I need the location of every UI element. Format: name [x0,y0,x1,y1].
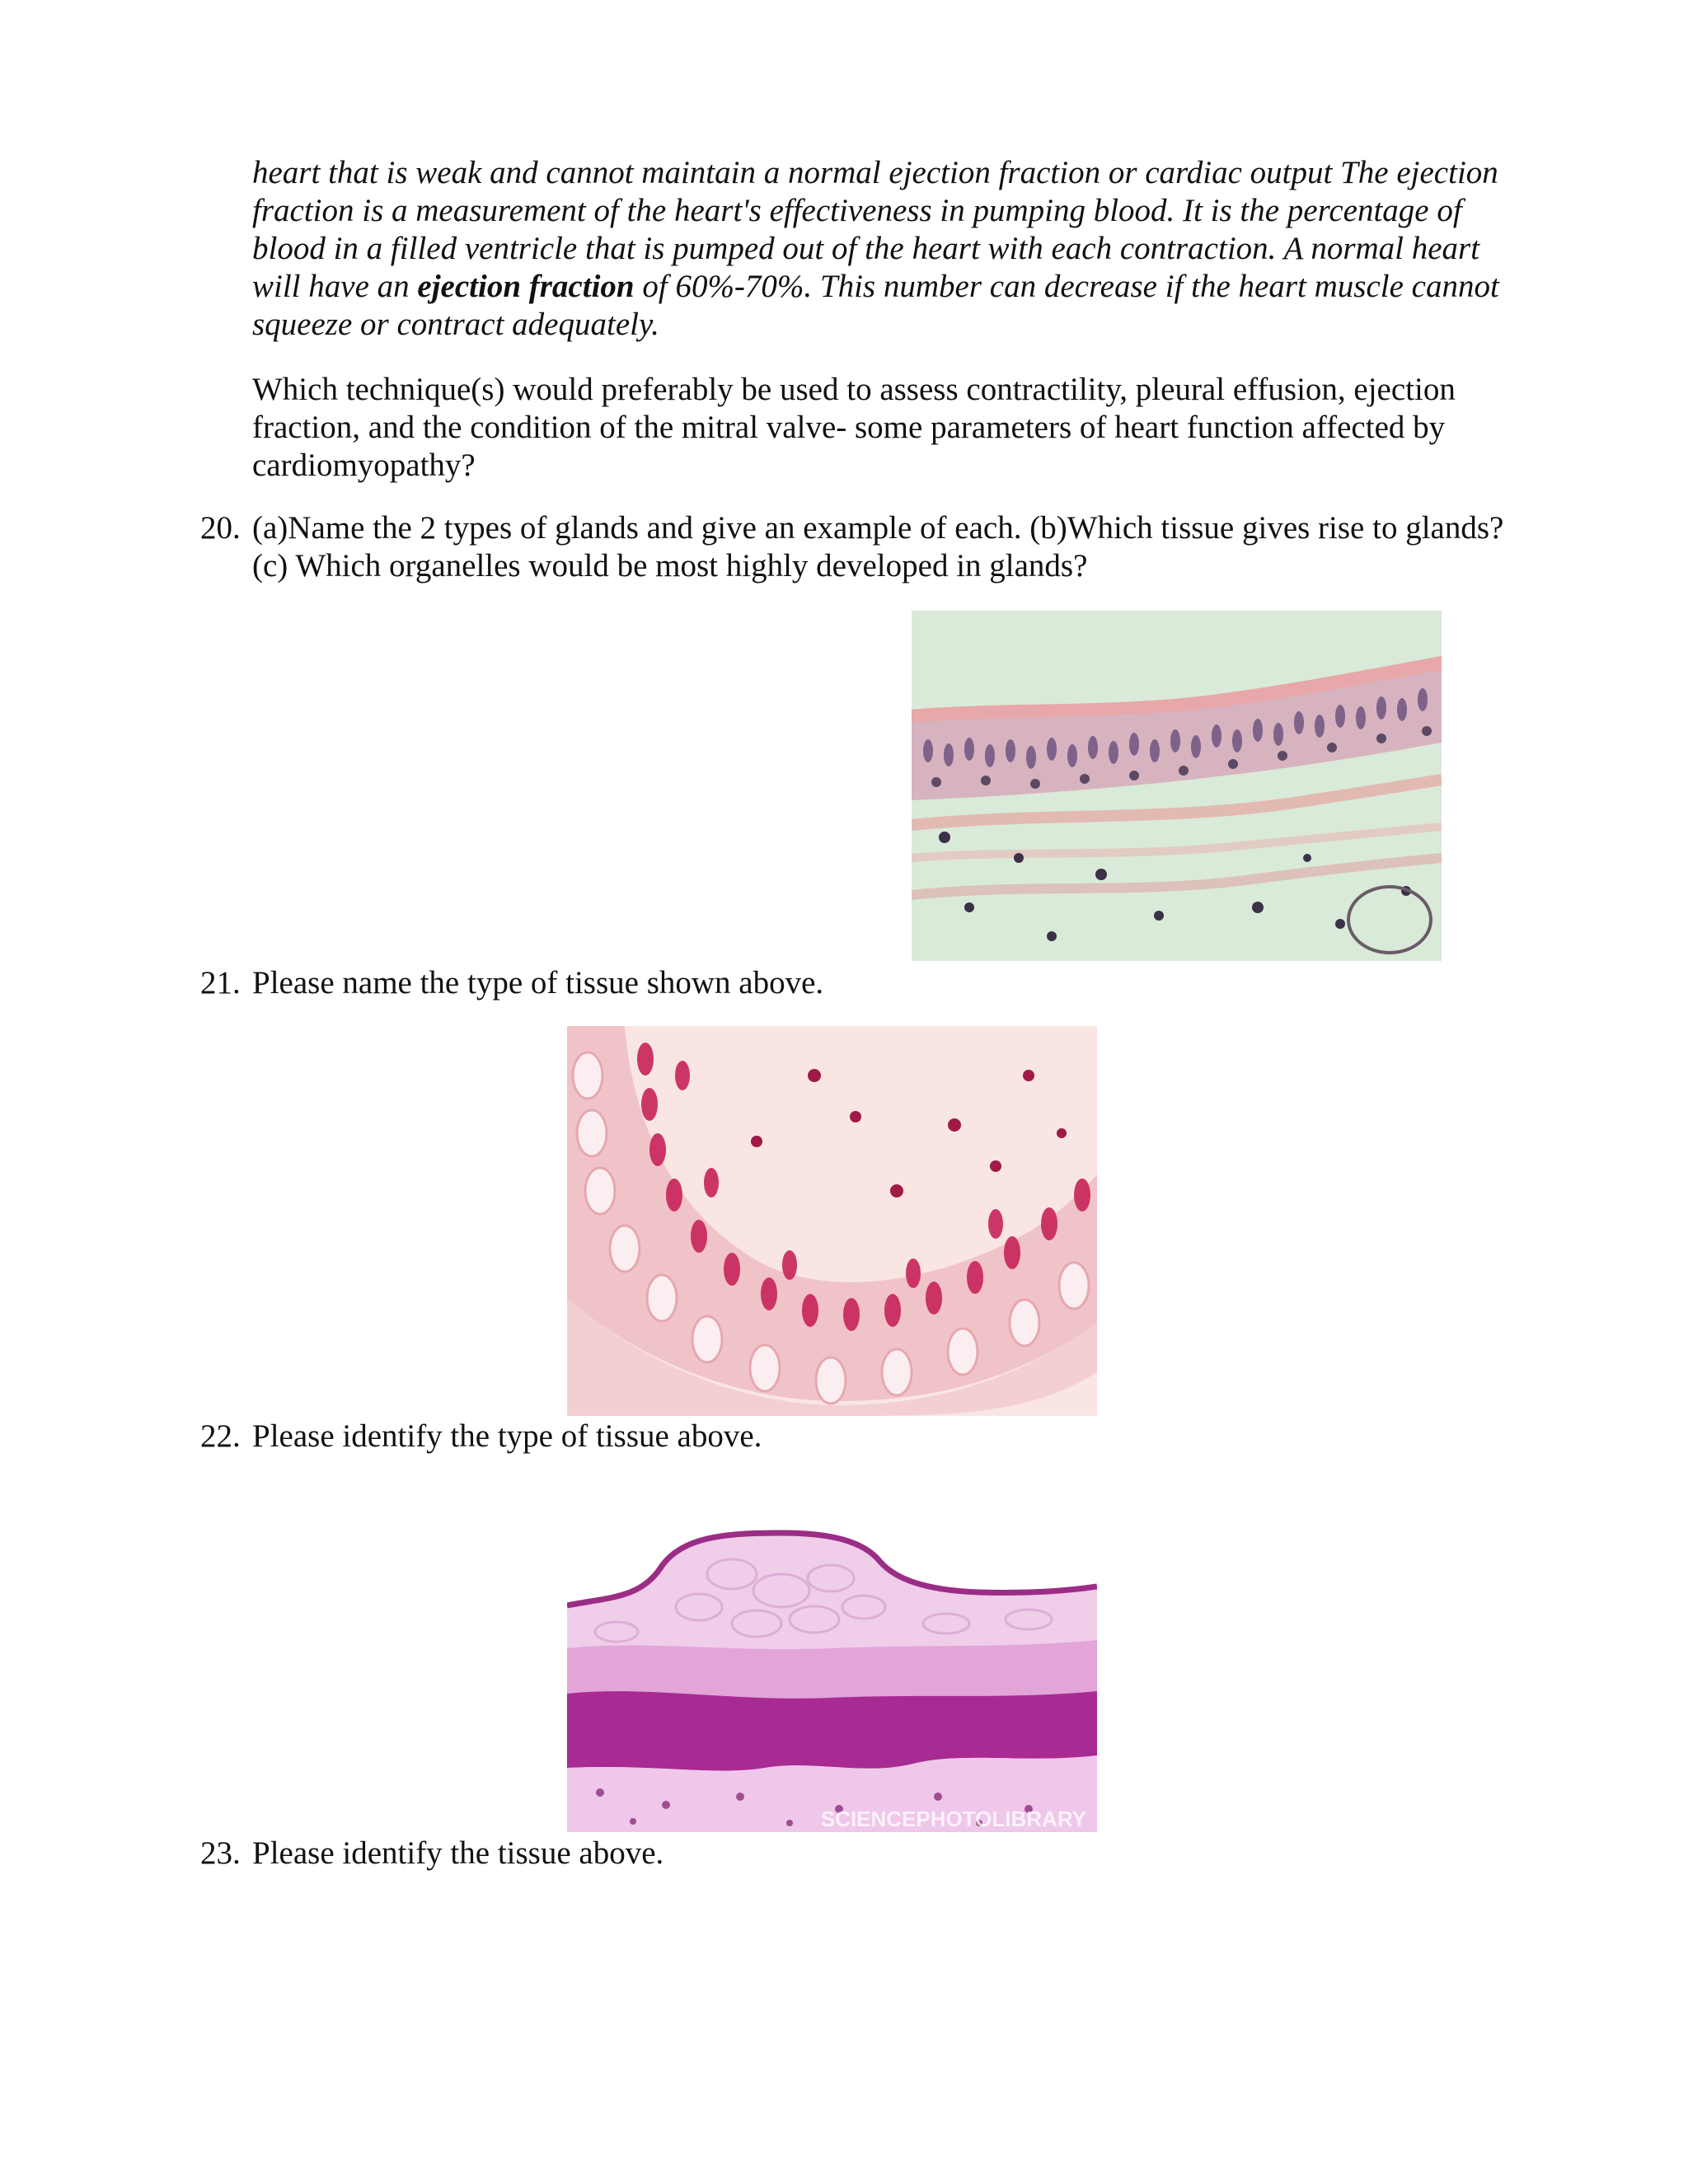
question-number: 23. [200,1835,241,1871]
intro-text-part1: heart that is weak and cannot maintain a normal ejection fraction or cardiac output The ejection fraction is a measurement of the heart's effectiveness in pumping blood. It is the percentage of blood in a filled ventricle that is pumped out of the heart with each contraction. A normal heart will have an [252,155,1498,304]
micrograph-pseudostratified-epithelium [912,611,1442,961]
micrograph-columnar-goblet-epithelium [567,1026,1097,1416]
intro-bold-term: ejection fraction [417,269,635,304]
question-text: (a)Name the 2 types of glands and give an example of each. (b)Which tissue gives rise to glands?(c) Which organelles would be most highly developed in glands? [252,510,1504,583]
micrograph-stratified-squamous-epithelium [567,1516,1097,1832]
question-text: Please identify the type of tissue above. [252,1418,762,1454]
question-text: Please identify the tissue above. [252,1835,664,1871]
watermark-text: SCIENCEPHOTOLIBRARY [820,1807,1086,1831]
question-21 [200,964,1536,1002]
intro-text-part2: of 60%-70%. This number can decrease if the heart muscle cannot squeeze or contract adequately. [252,269,1499,342]
question-number: 21. [200,965,241,1001]
question-19-body: Which technique(s) would preferably be used to assess contractility, pleural effusion, ejection fraction, and the condition of the mitral valve- some parameters of heart function affected by cardiomyopathy? [252,372,1456,483]
question-22 [200,1418,1536,1455]
question-20 [200,509,1536,585]
intro-paragraph [252,154,1522,344]
question-number: 22. [200,1418,241,1454]
question-23 [200,1835,1536,1872]
question-number: 20. [200,510,241,546]
question-text: Please name the type of tissue shown above. [252,965,824,1001]
